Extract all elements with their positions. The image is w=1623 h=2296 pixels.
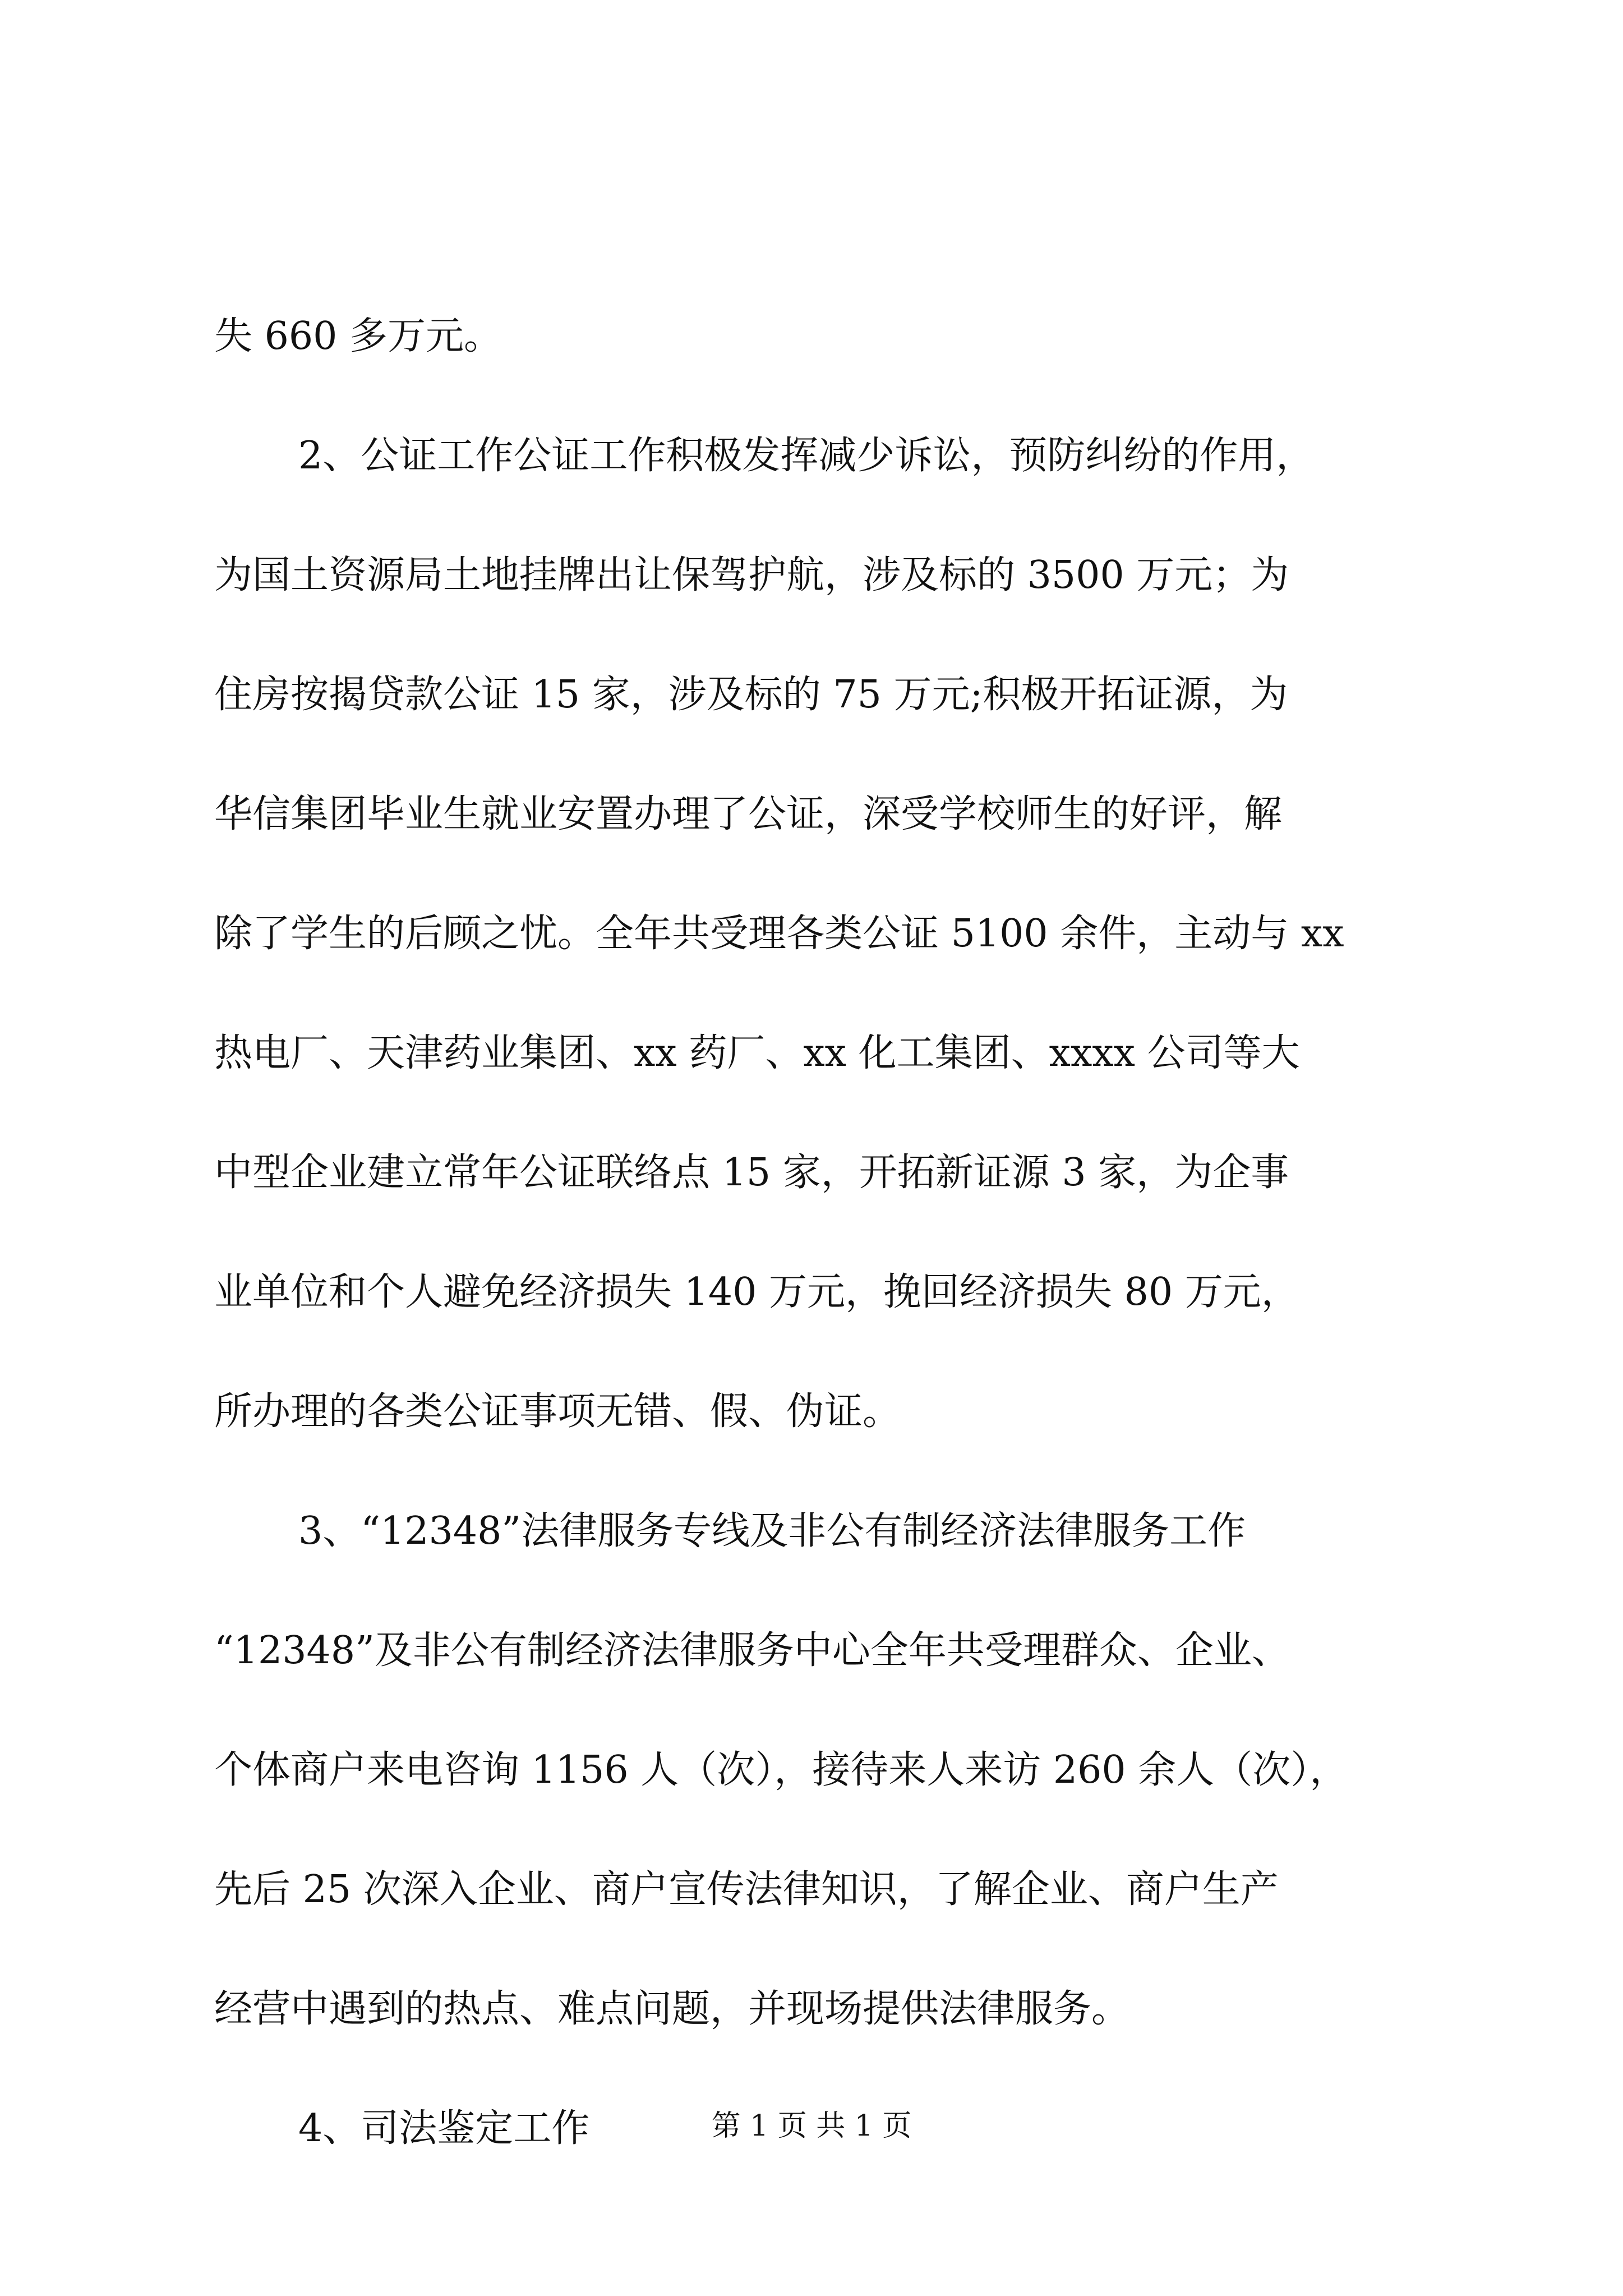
text-line: 华信集团毕业生就业安置办理了公证，深受学校师生的好评，解 [214, 792, 1283, 836]
text-line: 为国土资源局土地挂牌出让保驾护航，涉及标的 3500 万元；为 [214, 553, 1289, 597]
text-line: 先后 25 次深入企业、商户宣传法律知识，了解企业、商户生产 [214, 1867, 1279, 1912]
text-line: “12348”及非公有制经济法律服务中心全年共受理群众、企业、 [214, 1628, 1290, 1673]
text-line: 所办理的各类公证事项无错、假、伪证。 [214, 1389, 901, 1434]
text-line: 业单位和个人避免经济损失 140 万元，挽回经济损失 80 万元， [214, 1270, 1299, 1314]
text-line: 经营中遇到的热点、难点问题，并现场提供法律服务。 [214, 1987, 1130, 2031]
text-line: 4、司法鉴定工作 [298, 2106, 590, 2151]
text-line: 3、“12348”法律服务专线及非公有制经济法律服务工作 [298, 1509, 1246, 1553]
text-line: 失 660 多万元。 [214, 314, 502, 358]
document-body [214, 303, 1420, 2215]
text-line: 2、公证工作公证工作积极发挥减少诉讼，预防纠纷的作用， [298, 434, 1315, 478]
text-line: 热电厂、天津药业集团、xx 药厂、xx 化工集团、xxxx 公司等大 [214, 1031, 1300, 1075]
page-footer [0, 2106, 1623, 2146]
text-line: 个体商户来电咨询 1156 人（次），接待来人来访 260 余人（次）， [214, 1748, 1348, 1792]
text-line: 中型企业建立常年公证联络点 15 家，开拓新证源 3 家，为企事 [214, 1151, 1289, 1195]
text-line: 住房按揭贷款公证 15 家，涉及标的 75 万元;积极开拓证源，为 [214, 673, 1288, 717]
page-number-label: 第 1 页 共 1 页 [711, 2109, 912, 2143]
text-line: 除了学生的后顾之忧。全年共受理各类公证 5100 余件，主动与 xx [214, 912, 1344, 956]
